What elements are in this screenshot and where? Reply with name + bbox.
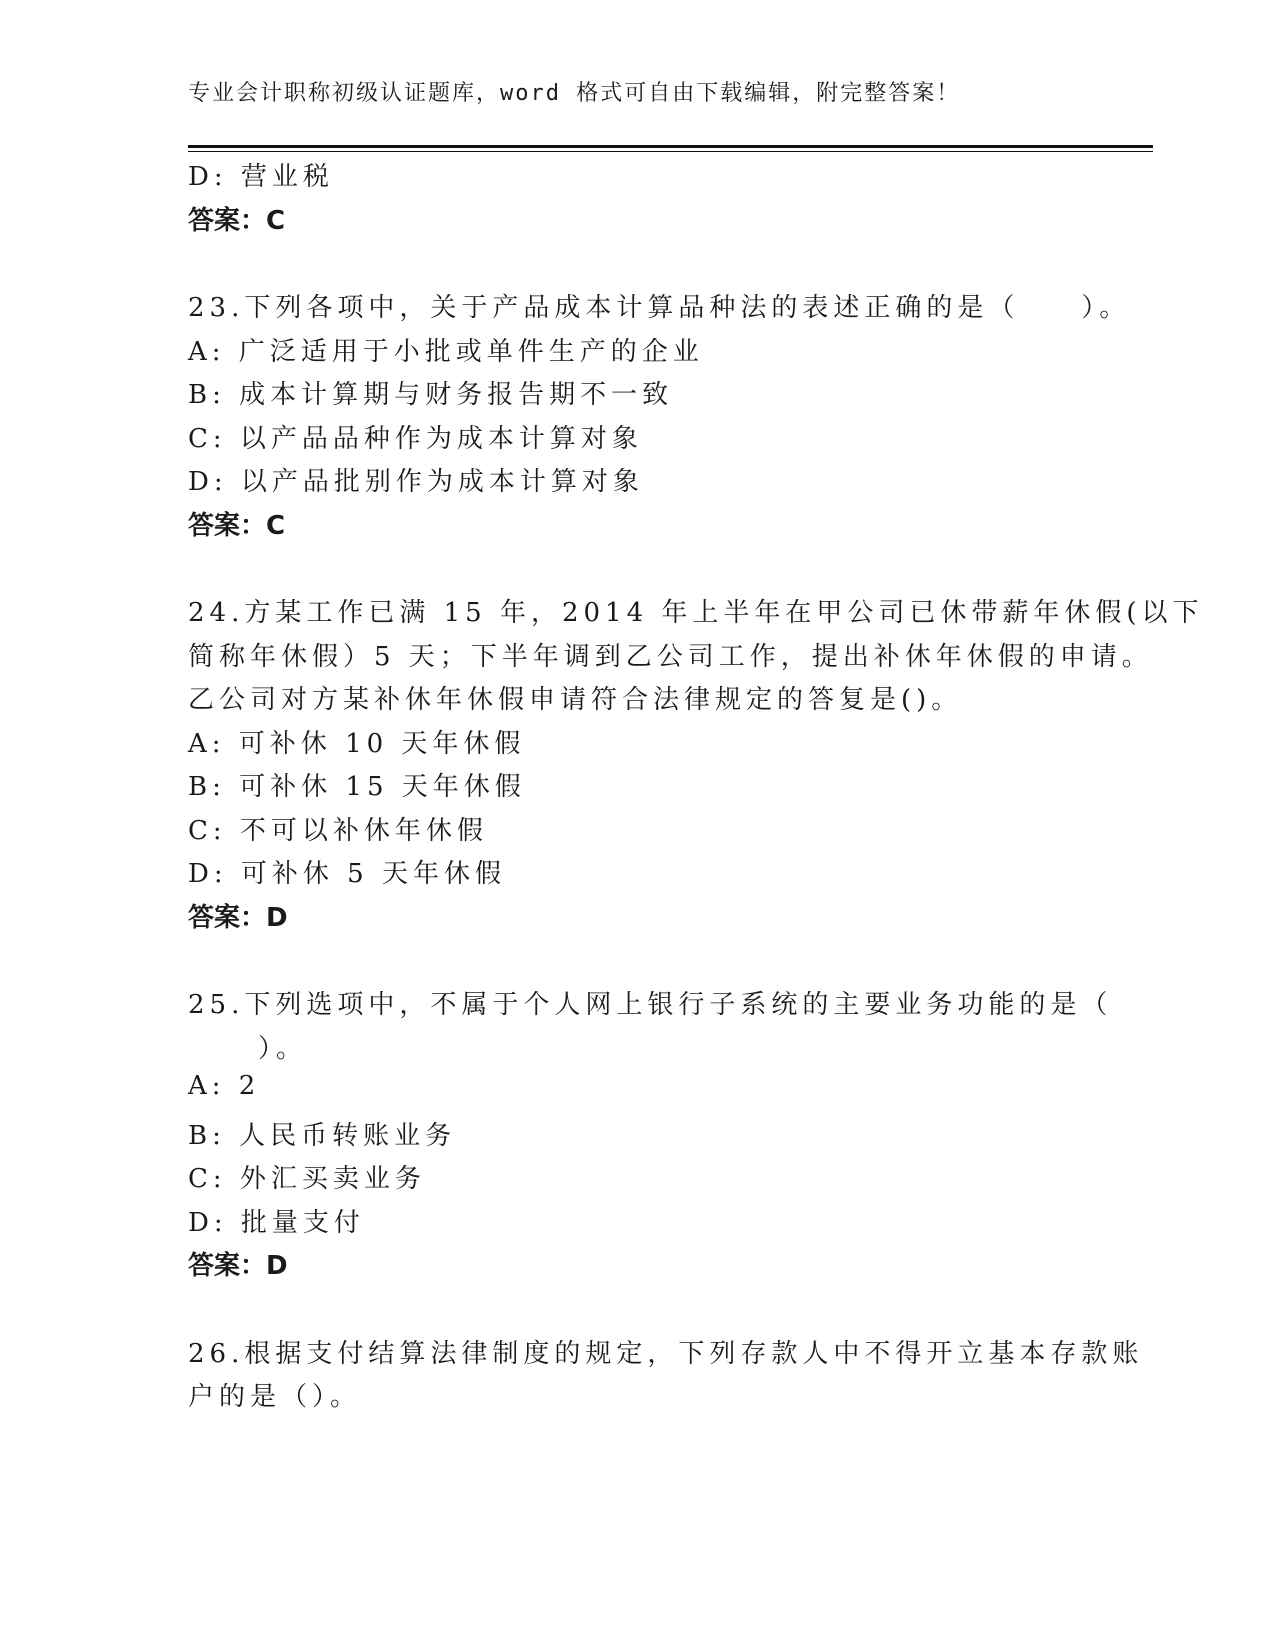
q23-option-d: D: 以产品批别作为成本计算对象 [188, 467, 644, 497]
q25-option-a: A: 2 [188, 1071, 261, 1101]
q24-option-d: D: 可补休 5 天年休假 [188, 859, 506, 889]
header-rule-thin [188, 151, 1153, 152]
q24-option-a: A: 可补休 10 天年休假 [188, 729, 526, 759]
q25-option-b: B: 人民币转账业务 [188, 1121, 457, 1151]
q25-answer: 答案：D [188, 1251, 288, 1281]
q23-stem: 23.下列各项中，关于产品成本计算品种法的表述正确的是（ ）。 [188, 293, 1131, 323]
prev-answer: 答案：C [188, 206, 286, 236]
q25-stem-line1: 25.下列选项中，不属于个人网上银行子系统的主要业务功能的是（ [188, 990, 1113, 1020]
q25-stem-line2: ）。 [258, 1034, 308, 1064]
q24-stem-line3: 乙公司对方某补休年休假申请符合法律规定的答复是()。 [188, 685, 963, 715]
header-rule-thick [188, 145, 1153, 148]
q25-option-c: C: 外汇买卖业务 [188, 1164, 426, 1194]
page-header: 专业会计职称初级认证题库，word 格式可自由下载编辑，附完整答案！ [188, 81, 961, 106]
q24-stem-line2: 简称年休假）5 天；下半年调到乙公司工作，提出补休年休假的申请。 [188, 642, 1153, 672]
q24-stem-line1: 24.方某工作已满 15 年，2014 年上半年在甲公司已休带薪年休假(以下 [188, 598, 1204, 628]
q24-option-b: B: 可补休 15 天年休假 [188, 772, 526, 802]
q23-option-b: B: 成本计算期与财务报告期不一致 [188, 380, 674, 410]
q23-option-c: C: 以产品品种作为成本计算对象 [188, 424, 643, 454]
q23-option-a: A: 广泛适用于小批或单件生产的企业 [188, 337, 704, 367]
q24-option-c: C: 不可以补休年休假 [188, 816, 488, 846]
q25-option-d: D: 批量支付 [188, 1208, 365, 1238]
q24-answer: 答案：D [188, 903, 288, 933]
q23-answer: 答案：C [188, 511, 286, 541]
q26-stem-line1: 26.根据支付结算法律制度的规定，下列存款人中不得开立基本存款账 [188, 1339, 1144, 1369]
prev-option-d: D: 营业税 [188, 162, 334, 192]
q26-stem-line2: 户的是（）。 [188, 1382, 362, 1412]
